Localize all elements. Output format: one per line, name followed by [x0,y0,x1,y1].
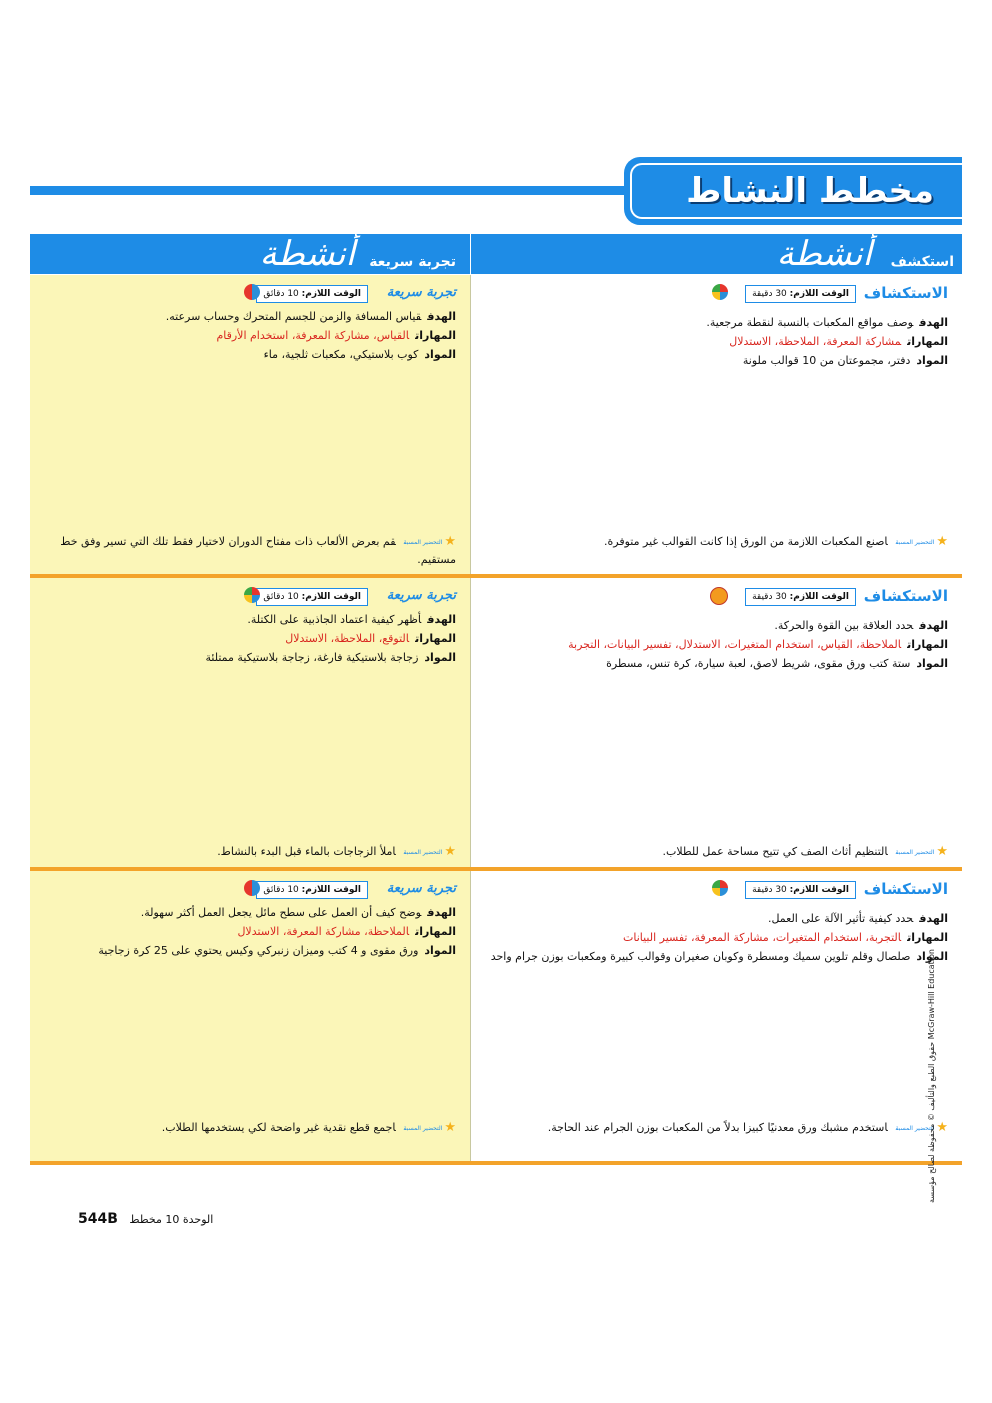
explore-kind-label: الاستكشاف [863,284,948,302]
goal-label: الهدف [427,310,456,323]
goal-text: وضح كيف أن العمل على سطح مائل يجعل العمل أكثر سهولة. [140,906,422,919]
materials-label: المواد [916,354,948,367]
materials-text: صلصال وقلم تلوين سميك ومسطرة وكوبان صغيران وقوالب كبيرة ومكعبات بوزن جرام واحد [490,950,911,963]
materials-label: المواد [424,651,456,664]
materials-label: المواد [424,944,456,957]
prep-tag: التحضير المسبق [895,538,935,546]
column-divider [470,578,471,867]
skills-label: المهارات [415,925,456,938]
explore-header-small: استكشف [890,254,954,270]
tip-text: استخدم مشبك ورق معدنيًا كبيزا بدلاً من المكعبات بوزن الجرام عند الحاجة. [547,1121,888,1134]
quick-cell [30,578,470,867]
quick-cell [30,871,470,1161]
quick-kind-label: تجربة سريعة [386,285,456,300]
title-tab [624,157,962,225]
explore-cell [471,578,962,867]
page-title: مخطط النشاط [686,171,934,211]
skills-text: التجربة، استخدام المتغيرات، مشاركة المعرفة، تفسير البيانات [622,931,902,944]
star-icon: ★ [936,844,948,859]
prep-tag: التحضير المسبق [895,848,935,856]
tip-text: اجمع قطع نقدية غير واضحة لكي يستخدمها الطلاب. [161,1121,396,1134]
prep-tip [485,1119,948,1137]
quick-header-big: أنشطة [259,234,355,274]
goal-text: قياس المسافة والزمن للجسم المتحرك وحساب سرعته. [165,310,422,323]
time-box: الوقت اللازم: 10 دقائق [256,285,368,303]
explore-cell [471,275,962,574]
star-icon: ★ [936,1120,948,1135]
materials-text: ورق مقوى و 4 كتب وميزان زنبركي وكيس يحتوي على 25 كرة زجاجية [98,944,419,957]
skills-text: القياس، مشاركة المعرفة، استخدام الأرقام [216,329,410,342]
explore-kind-label: الاستكشاف [863,587,948,605]
title-rule [30,186,630,195]
copyright-text: حقوق الطبع والتأليف © محفوظة لصالح مؤسسة McGraw-Hill Education [927,949,936,1203]
materials-label: المواد [916,950,948,963]
materials-text: كوب بلاستيكي، مكعبات ثلجية، ماء [263,348,419,361]
copyright-credit [925,935,941,1205]
activity-badge-icon [712,880,728,896]
skills-label: المهارات [907,335,948,348]
goal-text: وصف مواقع المكعبات بالنسبة لنقطة مرجعية. [706,316,914,329]
skills-text: التوقع، الملاحظة، الاستدلال [285,632,410,645]
skills-text: الملاحظة، القياس، استخدام المتغيرات، الاستدلال، تفسير البيانات، التجربة [568,638,902,651]
materials-text: زجاجة بلاستيكية فارغة، زجاجة بلاستيكية ممتلئة [205,651,419,664]
tip-text: اصنع المكعبات اللازمة من الورق إذا كانت القوالب غير متوفرة. [604,535,888,548]
prep-tag: التحضير المسبق [403,848,443,856]
prep-tip [485,843,948,861]
goal-label: الهدف [427,906,456,919]
activity-badge-icon [712,284,728,300]
column-divider [470,275,471,574]
goal-label: الهدف [919,912,948,925]
row-separator [30,1161,962,1165]
explore-kind-label: الاستكشاف [863,880,948,898]
goal-label: الهدف [919,619,948,632]
prep-tag: التحضير المسبق [403,1124,443,1132]
tip-text: التنظيم أثاث الصف كي تتيح مساحة عمل للطلاب. [662,845,888,858]
activity-badge-icon [244,880,260,896]
quick-kind-label: تجربة سريعة [386,588,456,603]
materials-label: المواد [916,657,948,670]
prep-tip [44,843,456,861]
star-icon: ★ [444,844,456,859]
time-box: الوقت اللازم: 30 دقيقة [745,881,856,899]
skills-label: المهارات [907,638,948,651]
prep-tag: التحضير المسبق [403,538,443,546]
skills-text: مشاركة المعرفة، الملاحظة، الاستدلال [729,335,902,348]
tip-text: قم بعرض الألعاب ذات مفتاح الدوران لاختيار فقط تلك التي تسير وفق خط مستقيم. [60,535,456,566]
star-icon: ★ [444,534,456,549]
goal-label: الهدف [919,316,948,329]
quick-header-small: تجربة سريعة [369,254,456,270]
activity-badge-icon [244,587,260,603]
explore-column-header [471,234,962,274]
quick-cell [30,275,470,574]
explore-cell [471,871,962,1161]
star-icon: ★ [444,1120,456,1135]
page-footer [78,1211,213,1227]
prep-tag: التحضير المسبق [895,1124,935,1132]
time-box: الوقت اللازم: 30 دقيقة [745,588,856,606]
materials-label: المواد [424,348,456,361]
quick-kind-label: تجربة سريعة [386,881,456,896]
explore-header-big: أنشطة [776,234,872,274]
activity-badge-icon [710,587,728,605]
skills-label: المهارات [415,632,456,645]
skills-label: المهارات [415,329,456,342]
goal-text: حدد كيفية تأثير الآلة على العمل. [767,912,914,925]
page-number: 544B [78,1211,118,1227]
quick-column-header [30,234,470,274]
prep-tip [44,1119,456,1137]
skills-label: المهارات [907,931,948,944]
materials-text: دفتر، مجموعتان من 10 قوالب ملونة [742,354,911,367]
goal-text: حدد العلاقة بين القوة والحركة. [774,619,914,632]
materials-text: ستة كتب ورق مقوى، شريط لاصق، لعبة سيارة، كرة تنس، مسطرة [606,657,911,670]
prep-tip [485,533,948,551]
star-icon: ★ [936,534,948,549]
goal-text: أظهر كيفية اعتماد الجاذبية على الكتلة. [247,613,422,626]
skills-text: الملاحظة، مشاركة المعرفة، الاستدلال [237,925,410,938]
goal-label: الهدف [427,613,456,626]
prep-tip [44,533,456,568]
footer-text: الوحدة 10 مخطط [129,1213,214,1226]
tip-text: املأ الزجاجات بالماء قبل البدء بالنشاط. [217,845,396,858]
activity-badge-icon [244,284,260,300]
time-box: الوقت اللازم: 10 دقائق [256,881,368,899]
column-divider [470,871,471,1161]
time-box: الوقت اللازم: 30 دقيقة [745,285,856,303]
time-box: الوقت اللازم: 10 دقائق [256,588,368,606]
